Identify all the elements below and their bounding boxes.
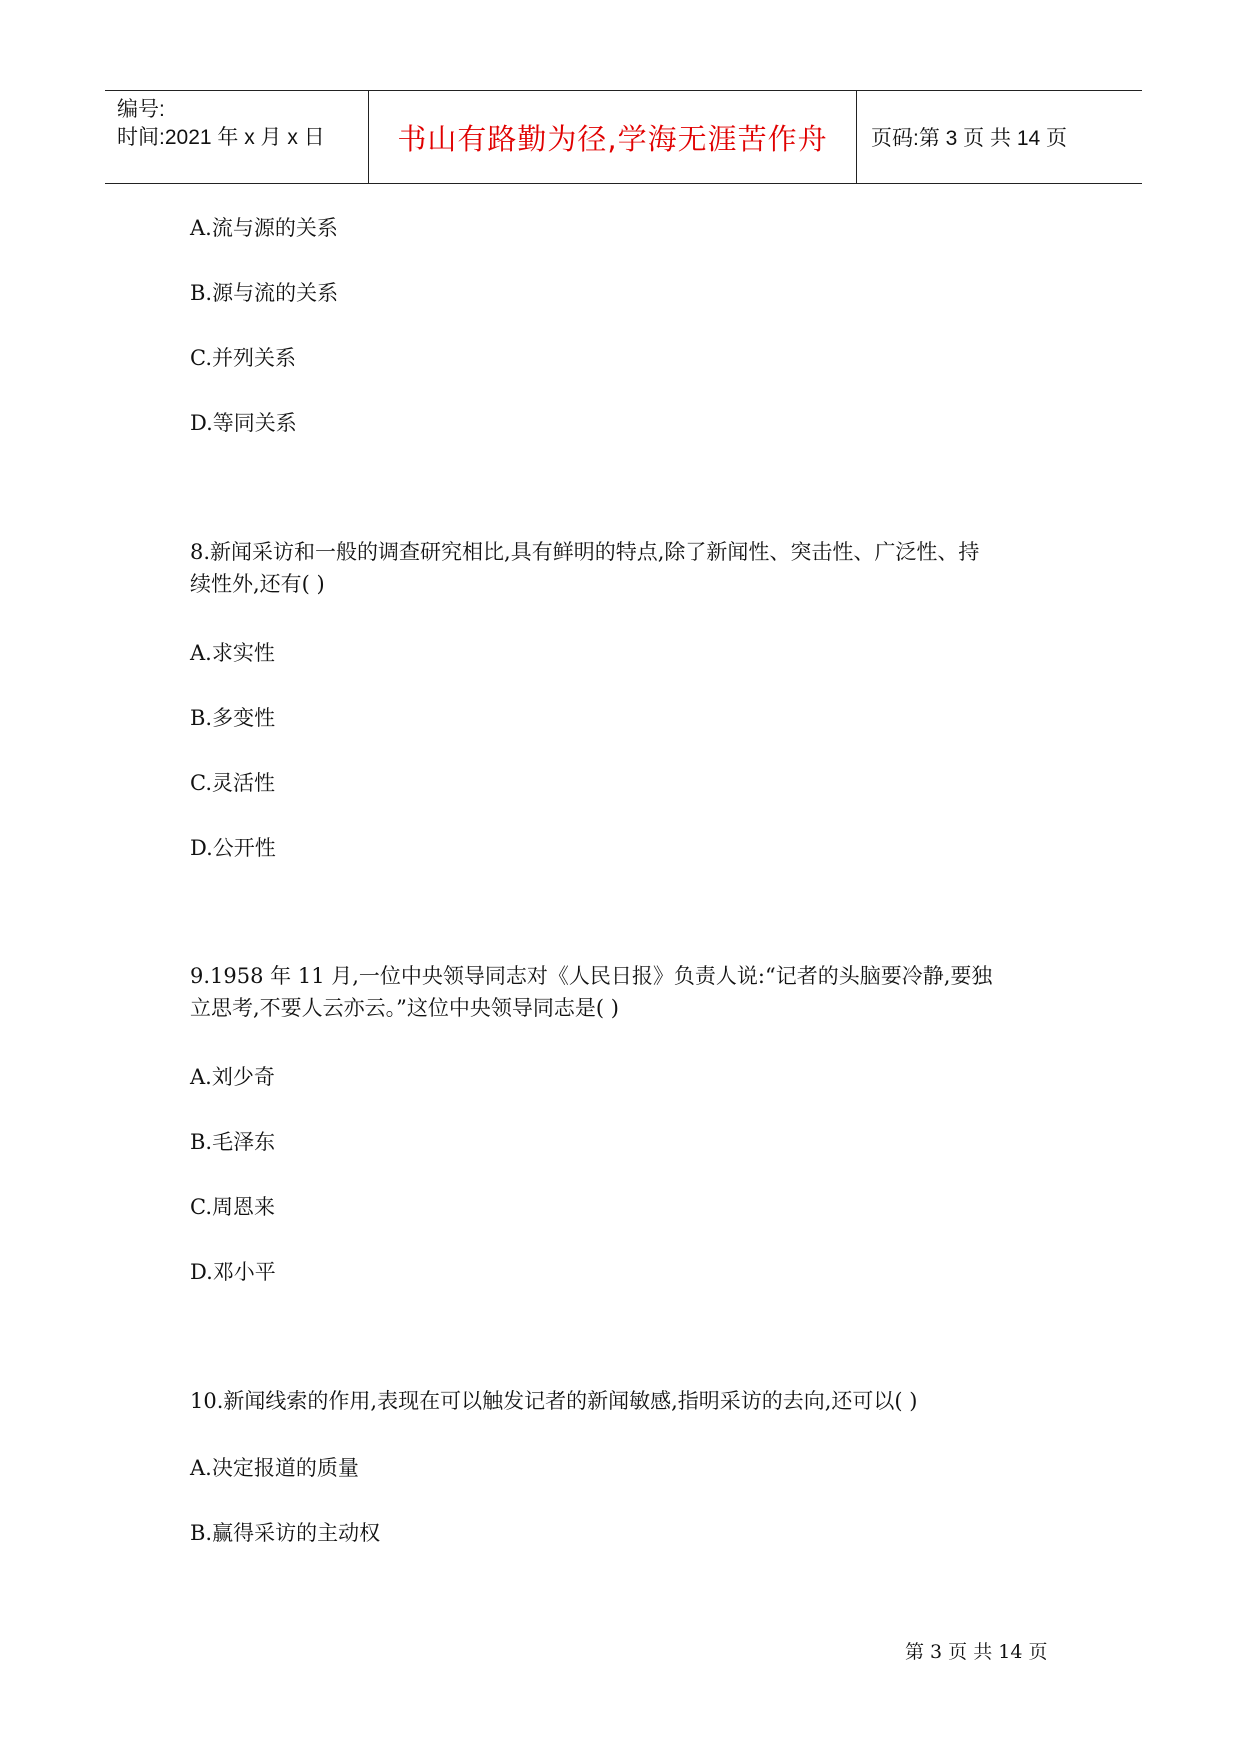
question-8-line-1: 8.新闻采访和一般的调查研究相比,具有鲜明的特点,除了新闻性、突击性、广泛性、持: [190, 540, 980, 564]
q9-option-d: D.邓小平: [190, 1260, 276, 1284]
question-9-line-2: 立思考,不要人云亦云。”这位中央领导同志是( ): [190, 996, 619, 1020]
time-label: 时间:2021 年 x 月 x 日: [117, 126, 325, 149]
prev-option-b: B.源与流的关系: [190, 281, 339, 305]
q8-option-a: A.求实性: [190, 641, 275, 665]
q8-option-c: C.灵活性: [190, 771, 275, 795]
q9-option-b: B.毛泽东: [190, 1130, 276, 1154]
prev-option-c: C.并列关系: [190, 346, 296, 370]
question-8-line-2: 续性外,还有( ): [190, 572, 325, 596]
q10-option-a: A.决定报道的质量: [190, 1456, 359, 1480]
header-page-number: 页码:第 3 页 共 14 页: [871, 127, 1068, 150]
q9-option-c: C.周恩来: [190, 1195, 275, 1219]
q8-option-b: B.多变性: [190, 706, 276, 730]
header-motto-cell: [369, 91, 857, 183]
page-header: [105, 90, 1142, 184]
q8-option-d: D.公开性: [190, 836, 276, 860]
header-page-cell: [857, 91, 1142, 183]
page-footer: 第 3 页 共 14 页: [905, 1641, 1048, 1663]
q10-option-b: B.赢得采访的主动权: [190, 1521, 381, 1545]
question-9-line-1: 9.1958 年 11 月,一位中央领导同志对《人民日报》负责人说:“记者的头脑要冷静,要独: [190, 964, 993, 988]
prev-option-a: A.流与源的关系: [190, 216, 338, 240]
motto-text: 书山有路勤为径,学海无涯苦作舟: [397, 121, 828, 156]
prev-option-d: D.等同关系: [190, 411, 297, 435]
question-10-line-1: 10.新闻线索的作用,表现在可以触发记者的新闻敏感,指明采访的去向,还可以( ): [190, 1389, 918, 1413]
q9-option-a: A.刘少奇: [190, 1065, 275, 1089]
header-meta-cell: [105, 91, 369, 183]
serial-number-label: 编号:: [117, 98, 165, 121]
